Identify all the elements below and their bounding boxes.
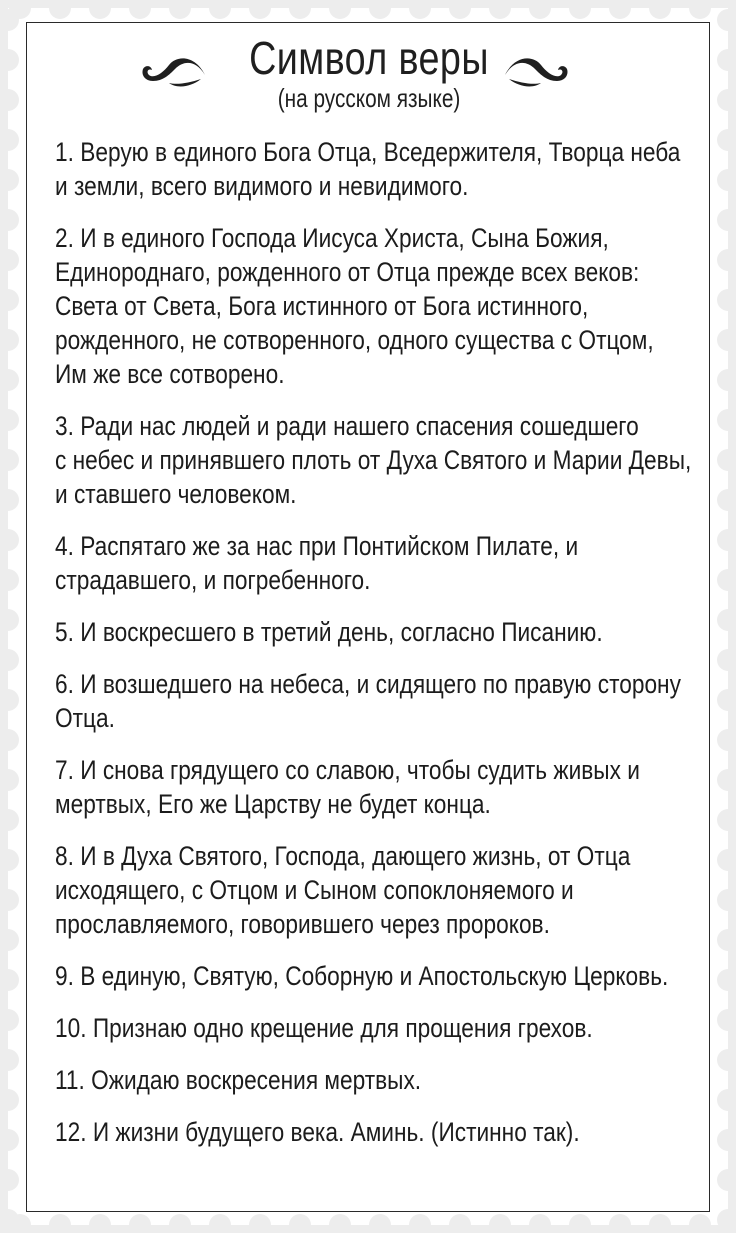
article-line: мертвых, Его же Царству не будет конца. — [55, 789, 491, 819]
page-title: Символ веры — [249, 32, 489, 84]
creed-article-8 — [55, 839, 631, 941]
creed-article-7 — [55, 753, 640, 821]
article-line: рожденного, не сотворенного, одного существа с Отцом, — [55, 325, 654, 355]
article-line: Им же все сотворено. — [55, 359, 285, 389]
article-line: Отца. — [55, 703, 115, 733]
creed-article-3 — [55, 409, 692, 511]
creed-article-10 — [55, 1011, 609, 1045]
article-line: и земли, всего видимого и невидимого. — [55, 171, 469, 201]
article-line: 8. И в Духа Святого, Господа, дающего жизнь, от Отца — [55, 841, 631, 871]
article-line: страдавшего, и погребенного. — [55, 565, 371, 595]
creed-article-2 — [55, 221, 654, 391]
creed-article-5 — [55, 615, 609, 649]
creed-article-12 — [55, 1115, 609, 1149]
article-line: прославляемого, говорившего через пророков. — [55, 909, 550, 939]
article-line: 4. Распятаго же за нас при Понтийском Пилате, и — [55, 531, 579, 561]
article-line: и ставшего человеком. — [55, 479, 297, 509]
creed-article-11 — [55, 1063, 609, 1097]
article-line: 1. Верую в единого Бога Отца, Вседержителя, Творца неба — [55, 137, 681, 167]
page-subtitle: (на русском языке) — [277, 83, 461, 113]
article-line: 7. И снова грядущего со славою, чтобы судить живых и — [55, 755, 640, 785]
creed-article-4 — [55, 529, 609, 597]
creed-article-9 — [55, 959, 669, 993]
article-line: 5. И воскресшего в третий день, согласно Писанию. — [55, 617, 603, 647]
article-line: Единороднаго, рожденного от Отца прежде всех веков: — [55, 257, 640, 287]
article-line: 3. Ради нас людей и ради нашего спасения сошедшего — [55, 411, 639, 441]
article-line: с небес и принявшего плоть от Духа Святого и Марии Девы, — [55, 445, 692, 475]
article-line: 2. И в единого Господа Иисуса Христа, Сына Божия, — [55, 223, 609, 253]
creed-article-6 — [55, 667, 681, 735]
creed-articles — [55, 135, 715, 1167]
article-line: Света от Света, Бога истинного от Бога истинного, — [55, 291, 589, 321]
article-line: 11. Ожидаю воскресения мертвых. — [55, 1065, 422, 1095]
article-line: 6. И возшедшего на небеса, и сидящего по правую сторону — [55, 669, 681, 699]
article-line: 9. В единую, Святую, Соборную и Апостольскую Церковь. — [55, 961, 669, 991]
creed-card — [26, 22, 710, 1212]
header — [27, 23, 711, 133]
creed-article-1 — [55, 135, 681, 203]
article-line: 12. И жизни будущего века. Аминь. (Истинно так). — [55, 1117, 580, 1147]
article-line: исходящего, с Отцом и Сыном сопоклоняемого и — [55, 875, 574, 905]
article-line: 10. Признаю одно крещение для прощения грехов. — [55, 1013, 593, 1043]
